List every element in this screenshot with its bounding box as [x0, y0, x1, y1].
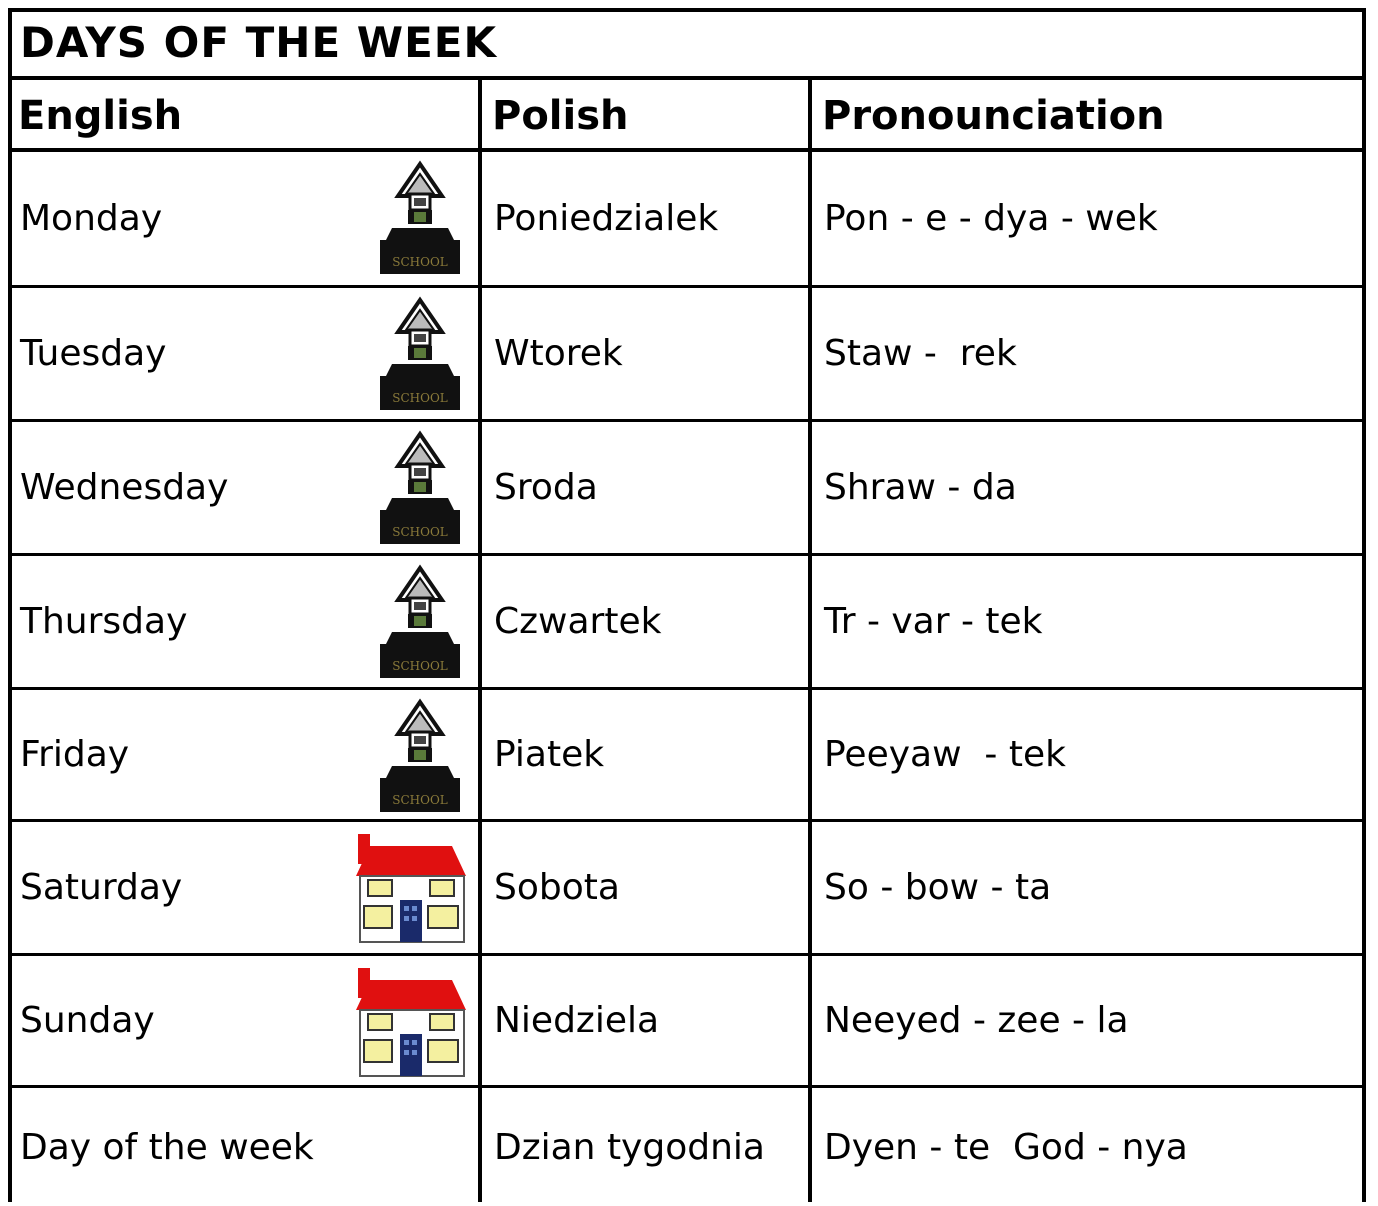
- house-icon: [352, 832, 470, 944]
- polish-word: Poniedzialek: [494, 198, 719, 239]
- polish-cell: [486, 956, 812, 1085]
- polish-word: Niedziela: [494, 1000, 660, 1041]
- polish-cell: [486, 690, 812, 819]
- pronunciation-text: Pon - e - dya - wek: [824, 198, 1158, 239]
- english-cell: [12, 288, 482, 419]
- polish-word: Wtorek: [494, 333, 623, 374]
- polish-word: Piatek: [494, 734, 605, 775]
- pronunciation-text: Peeyaw - tek: [824, 734, 1066, 775]
- school-icon: [374, 698, 466, 816]
- table-row: [12, 288, 1362, 422]
- table-row: [12, 422, 1362, 556]
- table-row: [12, 152, 1362, 288]
- table-row: [12, 690, 1362, 822]
- house-icon: [352, 966, 470, 1078]
- school-icon: [374, 564, 466, 682]
- pronunciation-text: Staw - rek: [824, 333, 1017, 374]
- table-row: [12, 956, 1362, 1088]
- polish-cell: [486, 152, 812, 285]
- days-table: [8, 8, 1366, 1202]
- page-title: DAYS OF THE WEEK: [20, 18, 498, 67]
- english-cell: [12, 422, 482, 553]
- pronunciation-text: Tr - var - tek: [824, 601, 1043, 642]
- polish-cell: [486, 288, 812, 419]
- svg-text:SCHOOL: SCHOOL: [392, 659, 448, 673]
- title-row: [12, 12, 1362, 80]
- school-icon: [374, 160, 466, 278]
- pronunciation-cell: [816, 1088, 1366, 1206]
- svg-text:SCHOOL: SCHOOL: [392, 391, 448, 405]
- english-word: Sunday: [20, 1000, 155, 1041]
- english-cell: [12, 556, 482, 687]
- header-english: English: [18, 93, 183, 139]
- polish-word: Sobota: [494, 867, 620, 908]
- svg-text:SCHOOL: SCHOOL: [392, 525, 448, 539]
- table-row: [12, 556, 1362, 690]
- polish-word: Dzian tygodnia: [494, 1126, 765, 1168]
- school-icon: [374, 296, 466, 414]
- english-word: Friday: [20, 734, 130, 775]
- pronunciation-text: So - bow - ta: [824, 867, 1052, 908]
- english-cell: [12, 1088, 482, 1206]
- english-word: Monday: [20, 198, 163, 239]
- table-row: [12, 822, 1362, 956]
- pronunciation-cell: [816, 422, 1366, 553]
- english-cell: [12, 152, 482, 285]
- school-icon: [374, 430, 466, 548]
- header-polish: Polish: [492, 93, 629, 139]
- english-cell: [12, 822, 482, 953]
- svg-text:SCHOOL: SCHOOL: [392, 255, 448, 269]
- header-row: [12, 80, 1362, 152]
- english-cell: [12, 956, 482, 1085]
- polish-word: Sroda: [494, 467, 598, 508]
- pronunciation-cell: [816, 152, 1366, 285]
- polish-cell: [486, 1088, 812, 1206]
- pronunciation-cell: [816, 556, 1366, 687]
- polish-cell: [486, 556, 812, 687]
- pronunciation-cell: [816, 822, 1366, 953]
- header-pronunciation: Pronounciation: [822, 93, 1165, 139]
- pronunciation-cell: [816, 288, 1366, 419]
- pronunciation-cell: [816, 956, 1366, 1085]
- english-word: Tuesday: [20, 333, 167, 374]
- english-word: Wednesday: [20, 467, 229, 508]
- english-word: Saturday: [20, 867, 183, 908]
- polish-cell: [486, 822, 812, 953]
- english-word: Thursday: [20, 601, 188, 642]
- table-row: [12, 1088, 1362, 1206]
- pronunciation-text: Neeyed - zee - la: [824, 1000, 1129, 1041]
- pronunciation-text: Shraw - da: [824, 467, 1017, 508]
- svg-text:SCHOOL: SCHOOL: [392, 793, 448, 807]
- english-cell: [12, 690, 482, 819]
- pronunciation-cell: [816, 690, 1366, 819]
- polish-cell: [486, 422, 812, 553]
- polish-word: Czwartek: [494, 601, 662, 642]
- pronunciation-text: Dyen - te God - nya: [824, 1126, 1188, 1168]
- english-word: Day of the week: [20, 1126, 314, 1168]
